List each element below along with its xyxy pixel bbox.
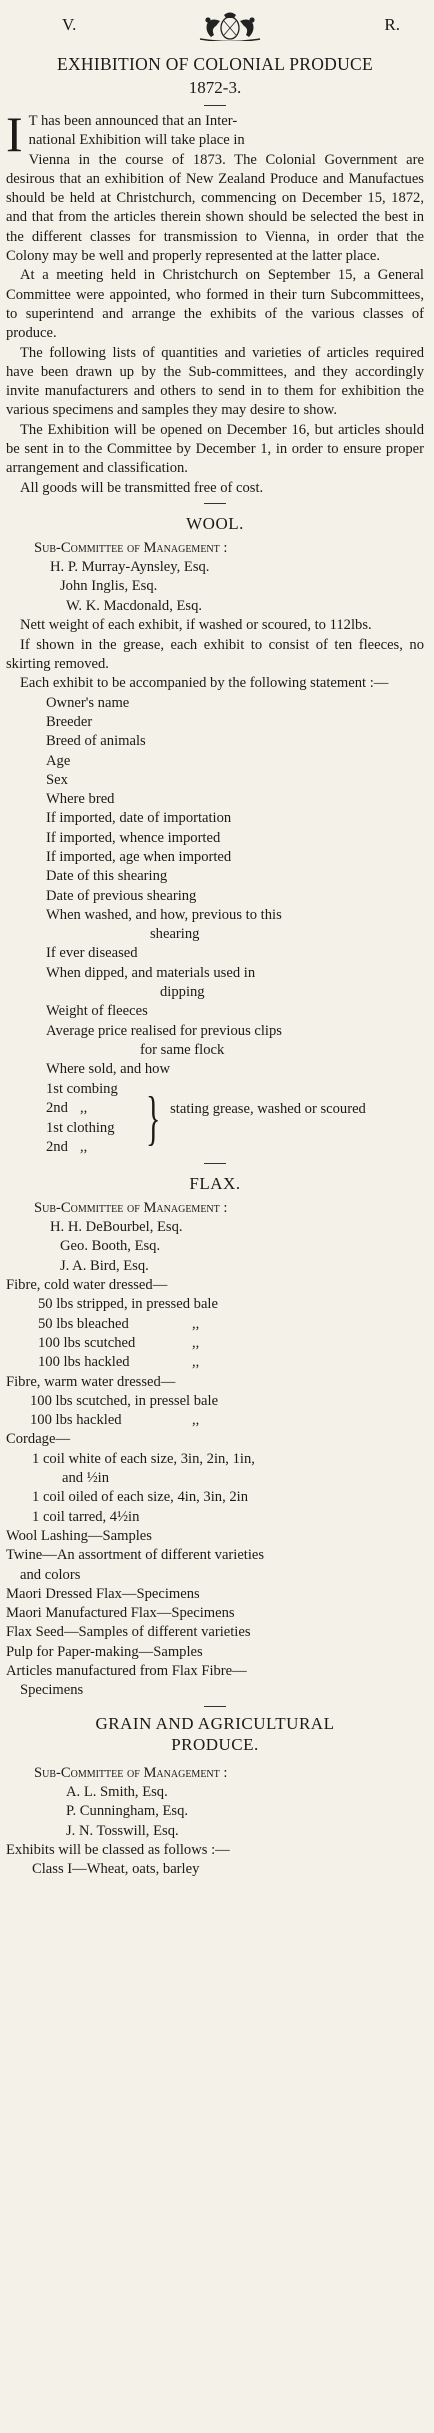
list-item: 100 lbs hackled ,, [6, 1353, 424, 1372]
intro-paragraph-4: The Exhibition will be opened on December 16, but articles should be sent in to the Committee by December 1, in order to ensure proper arrangement and classification. [6, 421, 424, 477]
list-item-continuation: and ½in [62, 1470, 110, 1487]
flax-member: Geo. Booth, Esq. [60, 1238, 161, 1255]
list-item: 1st clothing [46, 1119, 115, 1136]
list-item: Weight of fleeces [46, 1003, 148, 1020]
intro-paragraph-3: The following lists of quantities and varieties of articles required have been drawn up by the Sub-committees, and they accordingly invite manufacturers and others to send in to them for exhibition the various specimens and samples they may desire to show. [6, 344, 424, 419]
intro-paragraph-2: At a meeting held in Christchurch on September 15, a General Committee were appointed, who formed in their turn Subcommittees, to superintend and arrange the exhibits of the various classes of produce. [6, 267, 424, 342]
divider [204, 503, 226, 504]
flax-member: J. A. Bird, Esq. [60, 1257, 149, 1274]
grain-member: A. L. Smith, Esq. [66, 1783, 168, 1800]
list-item-continuation: Specimens [20, 1682, 84, 1699]
flax-other-items [6, 1430, 424, 1700]
intro-line-1: T has been announced that an Inter- [28, 113, 238, 129]
list-item: 2nd ,, [46, 1099, 146, 1119]
list-item: Maori Manufactured Flax—Specimens [6, 1605, 235, 1622]
list-item: 100 lbs hackled ,, [6, 1411, 424, 1430]
wool-member: W. K. Macdonald, Esq. [66, 597, 203, 614]
divider [204, 105, 226, 106]
masthead [6, 6, 424, 44]
list-heading: Fibre, warm water dressed— [6, 1373, 176, 1390]
list-item: Where bred [46, 791, 115, 808]
list-item: 1st combing [46, 1080, 118, 1097]
intro-paragraph-1 [6, 106, 424, 266]
list-item: Average price realised for previous clips [46, 1022, 282, 1039]
list-item: Age [46, 752, 71, 769]
ditto-mark: ,, [80, 1100, 88, 1117]
list-item: 2nd ,, [46, 1138, 146, 1158]
list-item: Wool Lashing—Samples [6, 1527, 152, 1544]
list-item: Breed of animals [46, 733, 146, 750]
flax-member: H. H. DeBourbel, Esq. [50, 1218, 183, 1235]
list-heading: Cordage— [6, 1431, 71, 1448]
ditto-mark: ,, [192, 1315, 200, 1332]
list-item: Maori Dressed Flax—Specimens [6, 1585, 200, 1602]
list-item: 1 coil tarred, 4½in [32, 1508, 140, 1525]
list-item: If imported, date of importation [46, 810, 232, 827]
ditto-mark: ,, [80, 1139, 88, 1156]
wool-member: H. P. Murray-Aynsley, Esq. [50, 558, 210, 575]
flax-quantities [6, 1276, 424, 1430]
wool-paragraph-2: If shown in the grease, each exhibit to consist of ten fleeces, no skirting removed. [6, 636, 424, 673]
list-item: Twine—An assortment of different varieties [6, 1547, 265, 1564]
wool-members [6, 558, 424, 617]
divider [204, 1163, 226, 1164]
list-item: Date of previous shearing [46, 887, 197, 904]
grain-subcommittee-label: Sub-Committee of Management : [34, 1764, 228, 1781]
grain-member: P. Cunningham, Esq. [66, 1803, 189, 1820]
intro-line-2: national Exhibition will take place in [28, 132, 245, 149]
combing-brace-group [46, 1080, 424, 1158]
masthead-right-letter: R. [384, 15, 400, 34]
list-item: If imported, whence imported [46, 829, 221, 846]
article-title: EXHIBITION OF COLONIAL PRODUCE [56, 54, 374, 74]
intro-paragraph-1-rest: Vienna in the course of 1873. The Colonial Government are desirous that an exhibition of New Zealand Produce and Manufactues should be held at Christchurch, commencing on December 15, 1872, and that from the articles therein shown should be selected the best in the different classes for transmission to Vienna, in order that the Colony may be well and properly represented at the latter place. [6, 151, 424, 265]
ditto-mark: ,, [192, 1412, 200, 1429]
flax-subcommittee-label: Sub-Committee of Management : [34, 1199, 228, 1216]
list-item: When dipped, and materials used in [46, 964, 256, 981]
grain-member: J. N. Tosswill, Esq. [66, 1822, 179, 1839]
ditto-mark: ,, [192, 1354, 200, 1371]
royal-coat-of-arms-icon [194, 9, 266, 41]
list-heading: Exhibits will be classed as follows :— [6, 1842, 230, 1859]
list-item: 100 lbs scutched ,, [6, 1334, 424, 1353]
list-item: If ever diseased [46, 945, 138, 962]
article-year: 1872-3. [188, 78, 242, 97]
list-item: Date of this shearing [46, 868, 168, 885]
list-item: Flax Seed—Samples of different varieties [6, 1624, 251, 1641]
list-item: 50 lbs stripped, in pressed bale [38, 1296, 218, 1313]
list-item: Owner's name [46, 694, 130, 711]
divider [204, 1706, 226, 1707]
list-item: If imported, age when imported [46, 849, 232, 865]
grain-members [6, 1783, 424, 1842]
wool-paragraph-3: Each exhibit to be accompanied by the following statement :— [20, 675, 389, 692]
brace-icon: } [146, 1084, 161, 1151]
list-item: Class I—Wheat, oats, barley [32, 1861, 200, 1878]
list-item: 50 lbs bleached ,, [6, 1315, 424, 1334]
list-item-continuation: dipping [160, 984, 205, 1001]
list-item: Breeder [46, 713, 93, 730]
list-heading: Fibre, cold water dressed— [6, 1277, 168, 1294]
grain-heading: GRAIN AND AGRICULTURAL PRODUCE. [95, 1713, 335, 1754]
list-item: When washed, and how, previous to this [46, 906, 282, 923]
ditto-mark: ,, [192, 1334, 200, 1351]
list-item: 1 coil white of each size, 3in, 2in, 1in, [32, 1450, 255, 1467]
flax-heading: FLAX. [189, 1173, 241, 1193]
list-item-continuation: shearing [150, 926, 200, 943]
list-item: Articles manufactured from Flax Fibre— [6, 1663, 247, 1679]
wool-member: John Inglis, Esq. [60, 578, 158, 595]
wool-heading: WOOL. [186, 513, 244, 533]
list-item-continuation: and colors [20, 1566, 81, 1583]
list-item-continuation: for same flock [140, 1041, 225, 1058]
list-item: Sex [46, 771, 68, 788]
intro-paragraph-5: All goods will be transmitted free of cost. [20, 479, 264, 496]
brace-note: stating grease, washed or scoured [170, 1100, 366, 1117]
grain-classes [6, 1841, 424, 1880]
masthead-left-letter: V. [62, 15, 77, 34]
list-item: 1 coil oiled of each size, 4in, 3in, 2in [32, 1489, 249, 1506]
list-item: Where sold, and how [46, 1061, 171, 1078]
wool-paragraph-1: Nett weight of each exhibit, if washed or scoured, to 112lbs. [20, 617, 372, 634]
drop-cap: I [6, 106, 23, 162]
list-item: Pulp for Paper-making—Samples [6, 1643, 203, 1660]
wool-statement-list [46, 694, 424, 1080]
list-item: 100 lbs scutched, in pressel bale [30, 1392, 219, 1409]
flax-members [6, 1218, 424, 1277]
wool-subcommittee-label: Sub-Committee of Management : [34, 539, 228, 556]
